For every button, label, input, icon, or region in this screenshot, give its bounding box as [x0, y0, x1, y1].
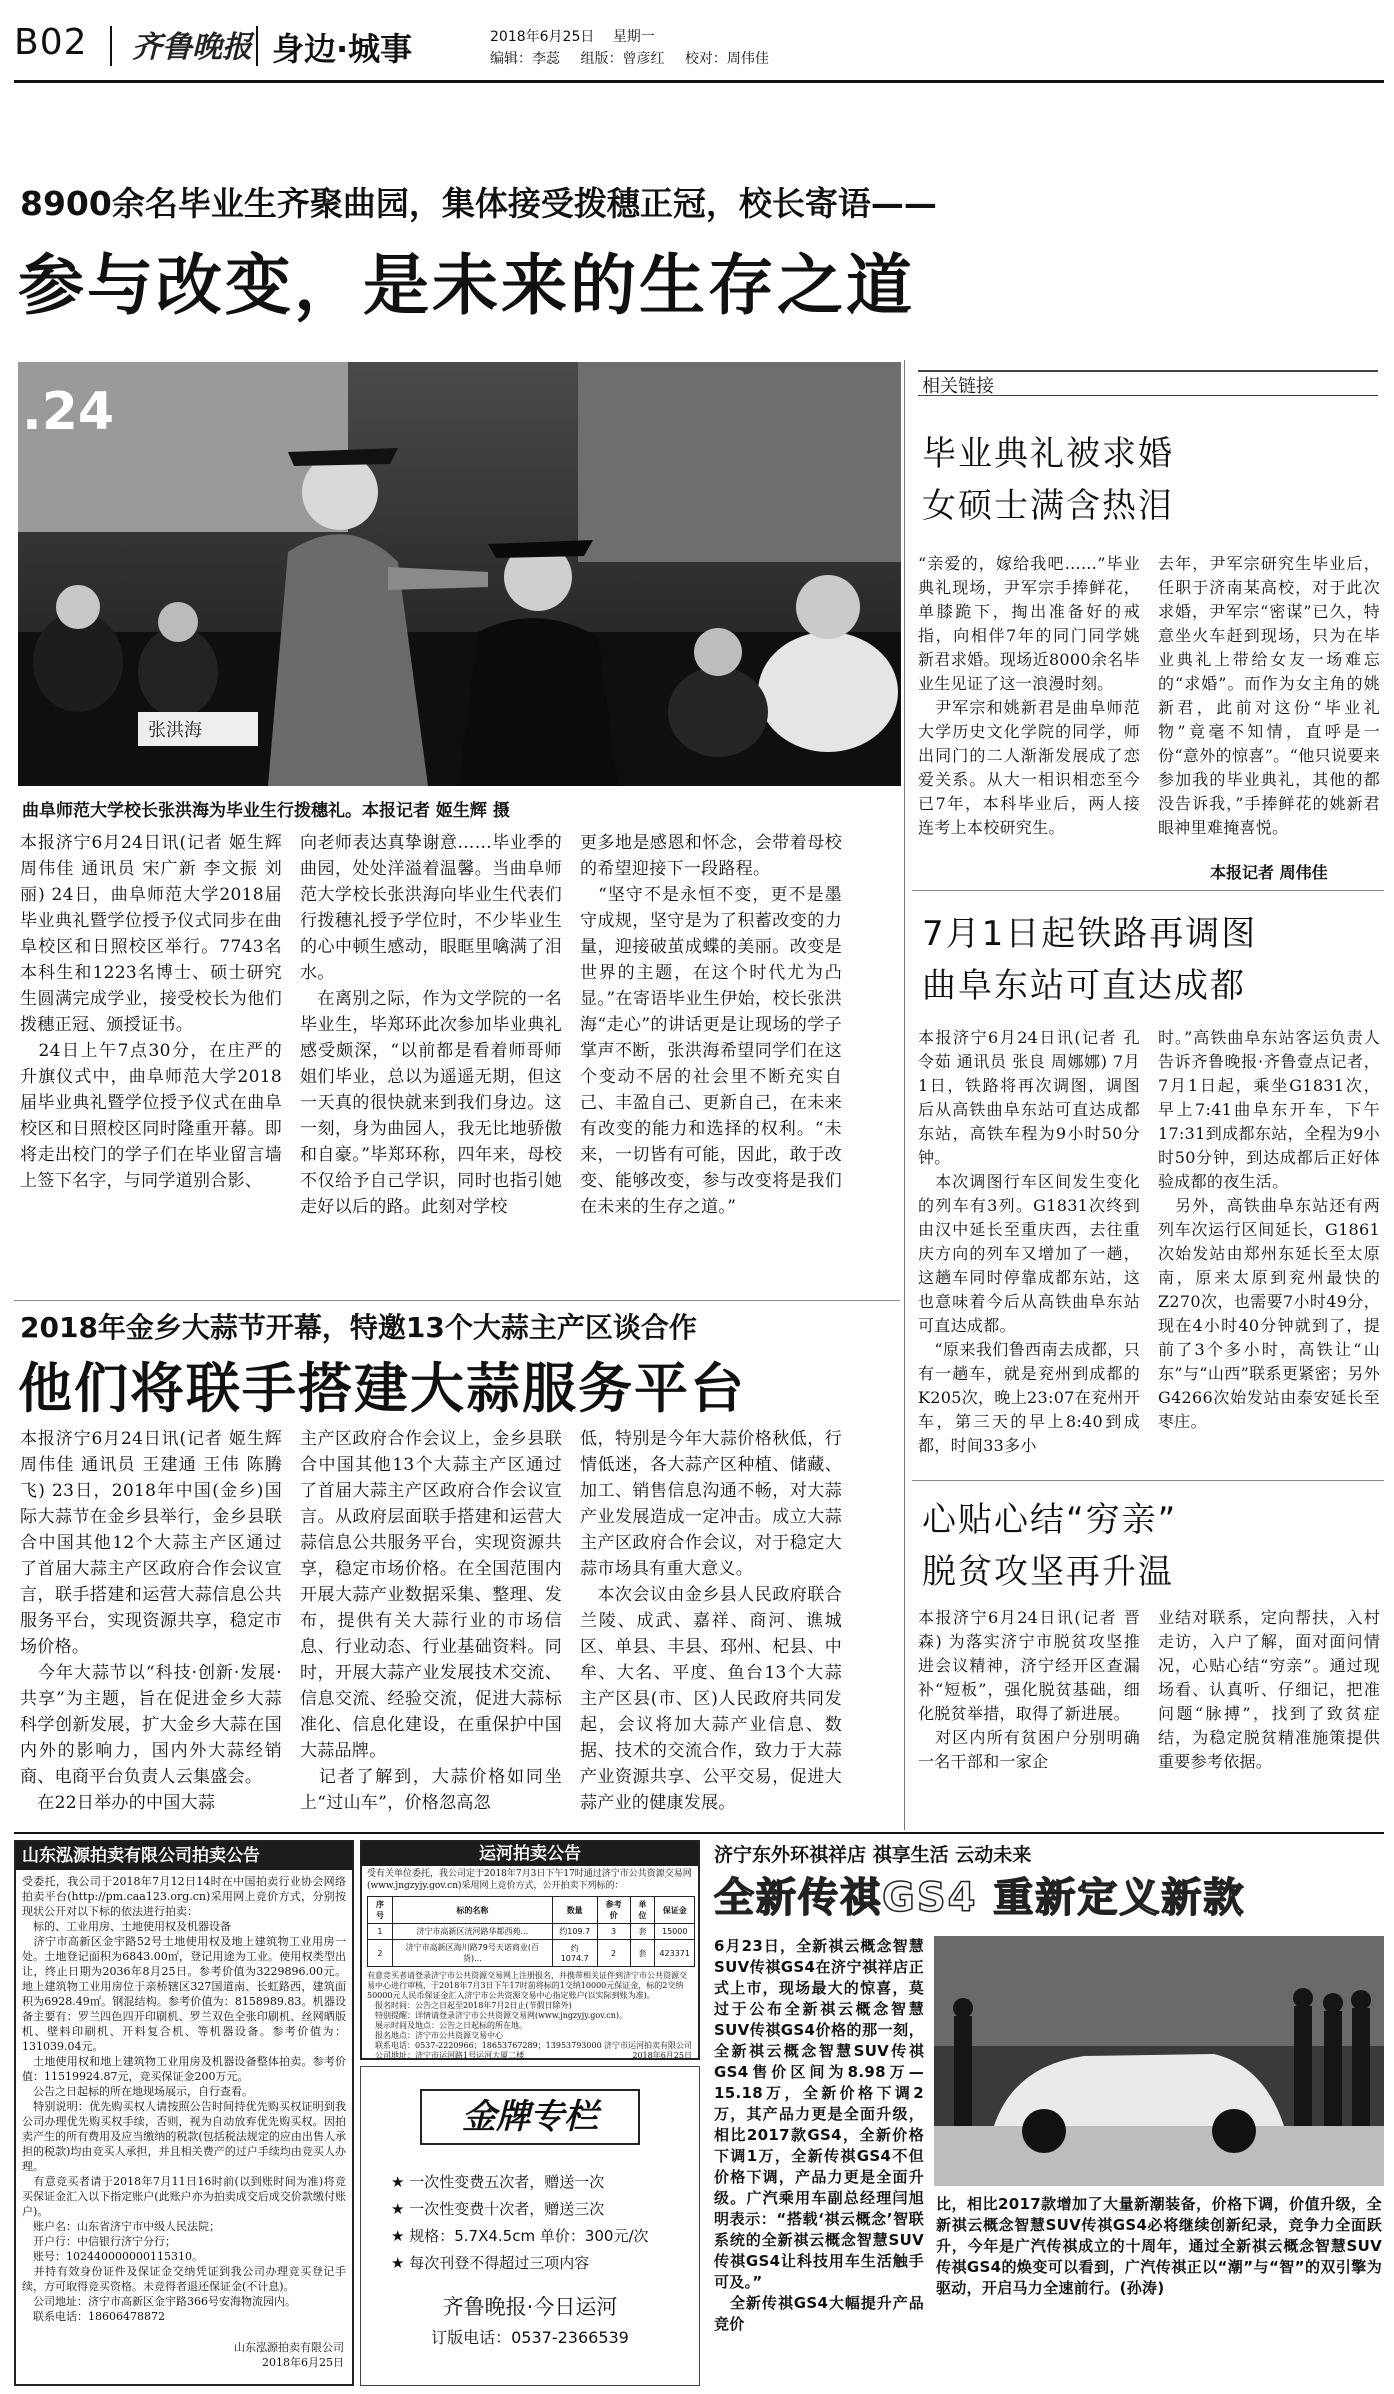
section-title: 身边·城事 [272, 30, 413, 68]
table-cell: 济宁市高新区海川路79号天诺商业(百货)... [392, 1940, 552, 1967]
table-cell: 套 [630, 1924, 655, 1940]
auction-1-title: 山东泓源拍卖有限公司拍卖公告 [16, 1842, 352, 1870]
poverty-body-col-2: 业结对联系，定向帮扶，入村走访，入户了解，面对面问情况，心贴心结“穷亲”。通过现场看、认真听、仔细记，把准问题“脉搏”，找到了致贫症结，为稳定脱贫精准施策提供重要参考依据。 [1158, 1608, 1380, 1771]
issue-weekday: 星期一 [612, 29, 655, 45]
related-body-col-1: “亲爱的，嫁给我吧……”毕业典礼现场，尹军宗手捧鲜花，单膝跪下，掏出准备好的戒指，向相伴7年的同门同学姚新君求婚。现场近8000余名毕业生见证了这一浪漫时刻。 尹军宗和姚新君是曲阜师范大学历史文化学院的同学，师出同门的二人渐渐发展成了恋爱关系。从大一相识相恋至今已7年，本科毕业后，两人接连考上本校研究生。 [918, 554, 1140, 837]
table-row [368, 1924, 695, 1940]
car-ad-body-left: 6月23日，全新祺云概念智慧SUV传祺GS4在济宁祺祥店正式上市，现场最大的惊喜，莫过于公布全新祺云概念智慧SUV传祺GS4价格的那一刻，全新祺云概念智慧SUV传祺GS4售价区间为8.98万—15.18万，全新价格下调2万，其产品力更是全面升级，相比2017款GS4，全新价格下调1万，全新传祺GS4不但价格下调，产品力更是全面升级。广汽乘用车副总经理闫旭明表示：“搭载‘祺云概念’智联系统的全新祺云概念智慧SUV传祺GS4让科技用车生活触手可及。” 全新传祺GS4大幅提升产品竞价 [714, 1937, 924, 2333]
nameplate-text: 张洪海 [148, 720, 202, 741]
backdrop-text: .24 [22, 382, 115, 442]
auction-2-intro: 受有关单位委托，我公司定于2018年7月3日下午17时通过济宁市公共资源交易网(www.jngzyjy.gov.cn)采用网上竞价方式，公开拍卖下列标的： [367, 1869, 692, 1891]
car-photo [934, 1936, 1384, 2186]
gold-column-org: 齐鲁晚报·今日运河 [442, 2295, 618, 2319]
auction-ad-1 [14, 1840, 354, 2386]
auction-2-body: 有意竞买者请登录济宁市公共资源交易网上注册报名，并携带相关证件到济宁市公共资源交易中心进行审核，于2018年7月3日下午17时前将标的1交纳10000元保证金，标的2交纳50000元人民币保证金汇入济宁市公共资源交易中心指定账户(以实际到账为准)。 报名时间：公告之日起至2018年7月2日止(节假日除外) 特别提醒：详情请登录济宁市公共资源交易网(www.jngzyjy.gov.cn)。 展示时间及地点：公告之日起标的所在地。 报名地点：济宁市公共资源交易中心 联系电话：0537-2220966；18653767289；13953793000 公司地址：济宁市运河路1号运河大厦二楼 [367, 1971, 687, 2060]
gold-column-line: ★ 每次刊登不得超过三项内容 [391, 2254, 590, 2272]
table-header-cell: 序号 [368, 1897, 393, 1924]
rail-body-col-1: 本报济宁6月24日讯(记者 孔令茹 通讯员 张良 周娜娜) 7月1日，铁路将再次调图，调图后从高铁曲阜东站可直达成都东站，高铁车程为9小时50分钟。 本次调图行车区间发生变化的列车有3列。G1831次终到由汉中延长至重庆西，去往重庆方向的列车又增加了一趟，这趟车同时停靠成都东站，这也意味着今后从高铁曲阜东站可直达成都。 “原来我们鲁西南去成都，只有一趟车，就是兖州到成都的K205次，晚上23:07在兖州开车，第三天的早上8:40到成都，时间33多小 [918, 1028, 1140, 1455]
lead-headline: 参与改变，是未来的生存之道 [18, 247, 915, 324]
rail-headline-line-2: 曲阜东站可直达成都 [922, 966, 1246, 1006]
garlic-body-col-2: 主产区政府合作会议上，金乡县联合中国其他13个大蒜主产区通过了首届大蒜主产区政府合作会议宣言。从政府层面联手搭建和运营大蒜信息公共服务平台，实现资源共享，稳定市场价格。在全国范围内开展大蒜产业数据采集、整理、发布，提供有关大蒜行业的市场信息、行业动态、行业基础资料。同时，开展大蒜产业发展技术交流、信息交流、经验交流，促进大蒜标准化、信息化建设，在重保护中国大蒜品牌。 记者了解到，大蒜价格如同坐上“过山车”，价格忽高忽 [300, 1429, 562, 1813]
related-label-bar [918, 370, 1378, 396]
table-cell: 约1074.7 [552, 1940, 597, 1967]
auction-2-title: 运河拍卖公告 [362, 1842, 698, 1866]
table-cell: 约109.7 [552, 1924, 597, 1940]
gold-column-line: ★ 规格：5.7X4.5cm 单价：300元/次 [391, 2227, 649, 2245]
masthead-rule [14, 80, 1384, 83]
issue-date: 2018年6月25日 [490, 29, 595, 45]
lead-kicker: 8900余名毕业生齐聚曲园，集体接受拨穗正冠，校长寄语—— [20, 184, 937, 223]
gold-column-line: ★ 一次性变费十次者，赠送三次 [391, 2200, 605, 2218]
gold-column-ad [360, 2066, 700, 2386]
lead-body-col-2: 向老师表达真挚谢意……毕业季的曲园，处处洋溢着温馨。当曲阜师范大学校长张洪海向毕业生代表们行拨穗礼授予学位时，不少毕业生的心中顿生感动，眼眶里噙满了泪水。 在离别之际，作为文学院的一名毕业生，毕郑环此次参加毕业典礼感受颇深，“以前都是看着师哥师姐们毕业，总以为遥遥无期，但这一天真的很快就来到我们身边。这一刻，身为曲园人，我无比地骄傲和自豪。”毕郑环称，四年来，母校不仅给予自己学识，同时也指引她走好以后的路。此刻对学校 [300, 833, 562, 1217]
table-header-cell: 标的名称 [392, 1897, 552, 1924]
table-cell: 套 [630, 1940, 655, 1967]
section-rule [14, 1300, 900, 1301]
car-ad-headline: 全新传祺GS4 重新定义新款 [714, 1875, 1246, 1921]
masthead-date-line [490, 26, 655, 46]
auction-2-table [367, 1896, 695, 1967]
auction-ad-2 [360, 1840, 700, 2060]
table-cell: 3 [597, 1924, 630, 1940]
gold-column-phone: 订版电话：0537-2366539 [431, 2328, 629, 2347]
page-number: B02 [14, 22, 88, 63]
table-cell: 15000 [655, 1924, 695, 1940]
poverty-body-col-1: 本报济宁6月24日讯(记者 晋森) 为落实济宁市脱贫攻坚推进会议精神，济宁经开区查漏补“短板”，强化脱贫基础，细化脱贫举措，取得了新进展。 对区内所有贫困户分别明确一名干部和一家企 [918, 1608, 1140, 1771]
rail-body-col-2: 时。”高铁曲阜东站客运负责人告诉齐鲁晚报·齐鲁壹点记者，7月1日起，乘坐G1831次，早上7:41曲阜东开车，下午17:31到成都东站，全程为9小时50分钟，到达成都后正好体验成都的夜生活。 另外，高铁曲阜东站还有两列车次运行区间延长，G1861次始发站由郑州东延长至太原南，原来太原到兖州最快的Z270次，也需要7小时49分，现在4小时40分钟就到了，提前了3个多小时，高铁让“山东”与“山西”联系更紧密；另外G4266次始发站由泰安延长至枣庄。 [1158, 1028, 1380, 1431]
garlic-kicker: 2018年金乡大蒜节开幕，特邀13个大蒜主产区谈合作 [20, 1311, 697, 1344]
poverty-headline-line-2: 脱贫攻坚再升温 [922, 1552, 1174, 1592]
related-headline-line-1: 毕业典礼被求婚 [922, 434, 1174, 474]
related-byline: 本报记者 周伟佳 [1210, 863, 1328, 882]
related-headline [922, 428, 1174, 532]
related-label: 相关链接 [922, 376, 994, 397]
auction-1-footer: 山东泓源拍卖有限公司 2018年6月25日 [234, 2341, 344, 2369]
column-divider [904, 360, 905, 1830]
garlic-headline: 他们将联手搭建大蒜服务平台 [18, 1357, 746, 1420]
table-header-cell: 参考价 [597, 1897, 630, 1924]
poverty-headline [922, 1494, 1177, 1598]
proof-credit: 校对：周伟佳 [684, 51, 769, 67]
section-rule [912, 1480, 1384, 1481]
car-ad-body-right: 比，相比2017款增加了大量新潮装备，价格下调，价值升级，全新祺云概念智慧SUV传祺GS4必将继续创新纪录，竞争力全面跃升，今年是广汽传祺成立的十周年，通过全新祺云概念智慧SUV传祺GS4的焕变可以看到，广汽传祺正以“潮”与“智”的双引擎为驱动，开启马力全速前行。(孙涛) [936, 2195, 1382, 2297]
table-header-cell: 保证金 [655, 1897, 695, 1924]
gold-column-line: ★ 一次性变费五次者，赠送一次 [391, 2173, 605, 2191]
related-headline-line-2: 女硕士满含热泪 [922, 486, 1174, 526]
gold-column-list [391, 2169, 699, 2277]
rail-headline-line-1: 7月1日起铁路再调图 [922, 914, 1258, 954]
poverty-headline-line-1: 心贴心结“穷亲” [922, 1500, 1178, 1540]
related-body-col-2: 去年，尹军宗研究生毕业后，任职于济南某高校，对于此次求婚，尹军宗“密谋”已久，特意坐火车赶到现场，只为在毕业典礼上带给女友一场难忘的“求婚”。而作为女主角的姚新君，此前对这份“毕业礼物”竟毫不知情，直呼是一份“意外的惊喜”。“他只说要来参加我的毕业典礼，其他的都没告诉我，”手捧鲜花的姚新君眼神里难掩喜悦。 [1158, 554, 1380, 837]
layout-credit: 组版：曾彦红 [580, 51, 665, 67]
lead-photo-caption: 曲阜师范大学校长张洪海为毕业生行拨穗礼。本报记者 姬生辉 摄 [22, 801, 510, 821]
table-cell: 423371 [655, 1940, 695, 1967]
table-row [368, 1940, 695, 1967]
table-cell: 济宁市高新区洸河路华都西苑... [392, 1924, 552, 1940]
table-cell: 2 [597, 1940, 630, 1967]
table-header-cell: 数量 [552, 1897, 597, 1924]
editor-credit: 编辑：李蕊 [490, 51, 560, 67]
masthead [14, 18, 1384, 74]
car-photo-illustration [934, 1936, 1384, 2186]
gold-column-title: 金牌专栏 [420, 2089, 640, 2145]
lead-body-col-3: 更多地是感恩和怀念，会带着母校的希望迎接下一段路程。 “坚守不是永恒不变，更不是墨守成规，坚守是为了积蓄改变的力量，迎接破茧成蝶的美丽。改变是世界的主题，在这个时代尤为凸显。”在寄语毕业生伊始，校长张洪海“走心”的讲话更是让现场的学子掌声不断，张洪海希望同学们在这个变动不居的社会里不断充实自己、丰盈自己、更新自己，在未来有改变的能力和选择的权利。“未来，一切皆有可能，因此，敢于改变、能够改变，参与改变将是我们在未来的生存之道。” [580, 833, 842, 1217]
auction-2-footer: 济宁市运河拍卖有限公司 2018年6月25日 [604, 2041, 692, 2060]
section-rule [912, 890, 1384, 891]
garlic-body-col-3: 低，特别是今年大蒜价格秋低，行情低迷，各大蒜产区种植、储藏、加工、销售信息沟通不畅，对大蒜产业发展造成一定冲击。成立大蒜主产区政府合作会议，对于稳定大蒜市场具有重大意义。 本次会议由金乡县人民政府联合兰陵、成武、嘉祥、商河、谯城区、单县、丰县、邳州、杞县、中牟、大名、平度、鱼台13个大蒜主产区县(市、区)人民政府共同发起，会议将加大蒜产业信息、数据、技术的交流合作，致力于大蒜产业资源共享、公平交易，促进大蒜产业的健康发展。 [580, 1429, 842, 1813]
table-cell: 2 [368, 1940, 393, 1967]
lead-body-col-1: 本报济宁6月24日讯(记者 姬生辉 周伟佳 通讯员 宋广新 李文振 刘丽) 24日，曲阜师范大学2018届毕业典礼暨学位授予仪式同步在曲阜校区和日照校区举行。7743名本科生和1223名博士、硕士研究生圆满完成学业，接受校长为他们拨穗正冠、颁授证书。 24日上午7点30分，在庄严的升旗仪式中，曲阜师范大学2018届毕业典礼暨学位授予仪式在曲阜校区和日照校区同时隆重开幕。即将走出校门的学子们在毕业留言墙上签下名字，与同学道别合影、 [20, 833, 282, 1191]
table-header-cell: 单位 [630, 1897, 655, 1924]
auction-2-table-header [368, 1897, 695, 1924]
masthead-divider [256, 26, 258, 66]
paper-logo: 齐鲁晚报 [132, 30, 252, 65]
ads-rule [14, 1832, 1384, 1834]
lead-photo [18, 362, 901, 786]
rail-headline [922, 908, 1257, 1012]
car-ad-banner: 济宁东外环祺祥店 祺享生活 云动未来 [714, 1844, 1032, 1866]
car-ad [714, 1840, 1384, 2386]
masthead-staff-line [490, 48, 769, 68]
table-cell: 1 [368, 1924, 393, 1940]
masthead-divider [110, 26, 112, 66]
auction-1-body: 受委托，我公司于2018年7月12日14时在中国拍卖行业协会网络拍卖平台(http://pm.caa123.org.cn)采用网上竞价方式，分别按现状公开对以下标的依法进行拍卖： 标的、工业用房、土地使用权及机器设备 济宁市高新区金宇路52号土地使用权及地上建筑物工业用房一处。土地登记面积为6843.00㎡，登记用途为工业。使用权类型出让，终止日期为2036年8月25日。参考价值为3229896.00元。地上建筑物工业用房位于亲桥辖区327国道南、长虹路西，建筑面积为6928.49㎡。钢混结构。参考价值为：8158989.83。机器设备主要有：罗兰四色四开印刷机、罗兰双色全张印刷机、丝网晒版机、壁料印刷机、开料复合机、等机器设备。参考价值为：131039.04元。 土地使用权和地上建筑物工业用房及机器设备整体拍卖。参考价值：11519924.87元，竞买保证金200万元。 公告之日起标的所在地现场展示，自行查看。 特别说明：优先购买权人请按照公告时间持优先购买权证明到我公司办理优先购买权手续，否则，视为自动放弃优先购买权。因拍卖产生的所有费用及应当缴纳的税款(包括税法规定的应由出售人承担的税款)均由竞买人承担，并且相关费产的过户手续均由竞买人办理。 有意竞买者请于2018年7月11日16时前(以到账时间为准)将竞买保证金汇入以下指定账户(此账户亦为拍卖成交后成交价款缴付账户)。 账户名：山东省济宁市中级人民法院； 开户行：中信银行济宁分行； 账号：102440000000115310。 并持有效身份证件及保证金交纳凭证到我公司办理竞买登记手续，方可取得竞买资格。未竞得者退还保证金(不计息)。 公司地址：济宁市高新区金宇路366号安海物流园内。 联系电话：18606478872 [22, 1875, 346, 2323]
garlic-body-col-1: 本报济宁6月24日讯(记者 姬生辉 周伟佳 通讯员 王建通 王伟 陈腾飞) 23日，2018年中国(金乡)国际大蒜节在金乡县举行，金乡县联合中国其他12个大蒜主产区通过了首届大蒜主产区政府合作会议宣言，联手搭建和运营大蒜信息公共服务平台，实现资源共享，稳定市场价格。 今年大蒜节以“科技·创新·发展·共享”为主题，旨在促进金乡大蒜科学创新发展，扩大金乡大蒜在国内外的影响力，国内外大蒜经销商、电商平台负责人云集盛会。 在22日举办的中国大蒜 [20, 1429, 282, 1813]
